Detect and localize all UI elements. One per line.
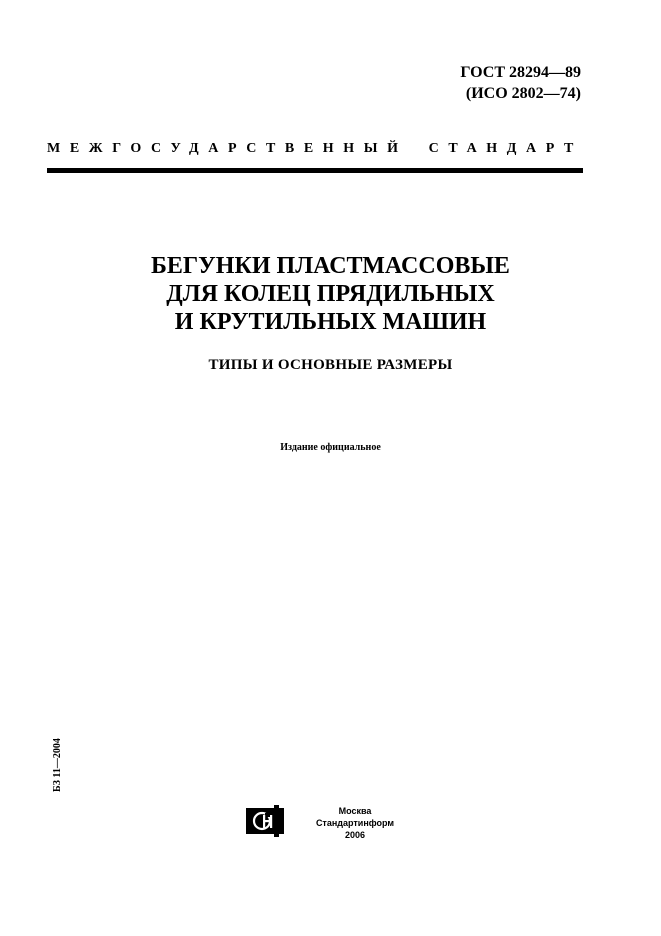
publisher-city: Москва	[338, 806, 372, 816]
standard-code	[460, 62, 581, 104]
standard-type: МЕЖГОСУДАРСТВЕННЫЙ СТАНДАРТ	[47, 141, 583, 156]
standartinform-logo-icon	[246, 805, 284, 837]
header-rule	[47, 168, 583, 173]
side-code: БЗ 11—2004	[52, 738, 63, 792]
publisher-info	[300, 805, 410, 841]
publisher-name: Стандартинформ	[315, 818, 395, 828]
title-line: ДЛЯ КОЛЕЦ ПРЯДИЛЬНЫХ	[166, 281, 495, 307]
publisher-year: 2006	[344, 830, 366, 840]
edition-note: Издание официальное	[280, 442, 381, 453]
standard-number: ГОСТ 28294—89	[460, 64, 581, 81]
title-line: БЕГУНКИ ПЛАСТМАССОВЫЕ	[151, 253, 510, 279]
title-line: И КРУТИЛЬНЫХ МАШИН	[174, 309, 487, 335]
document-subtitle: ТИПЫ И ОСНОВНЫЕ РАЗМЕРЫ	[208, 357, 453, 373]
iso-number: (ИСО 2802—74)	[465, 85, 581, 102]
document-title	[0, 252, 661, 336]
